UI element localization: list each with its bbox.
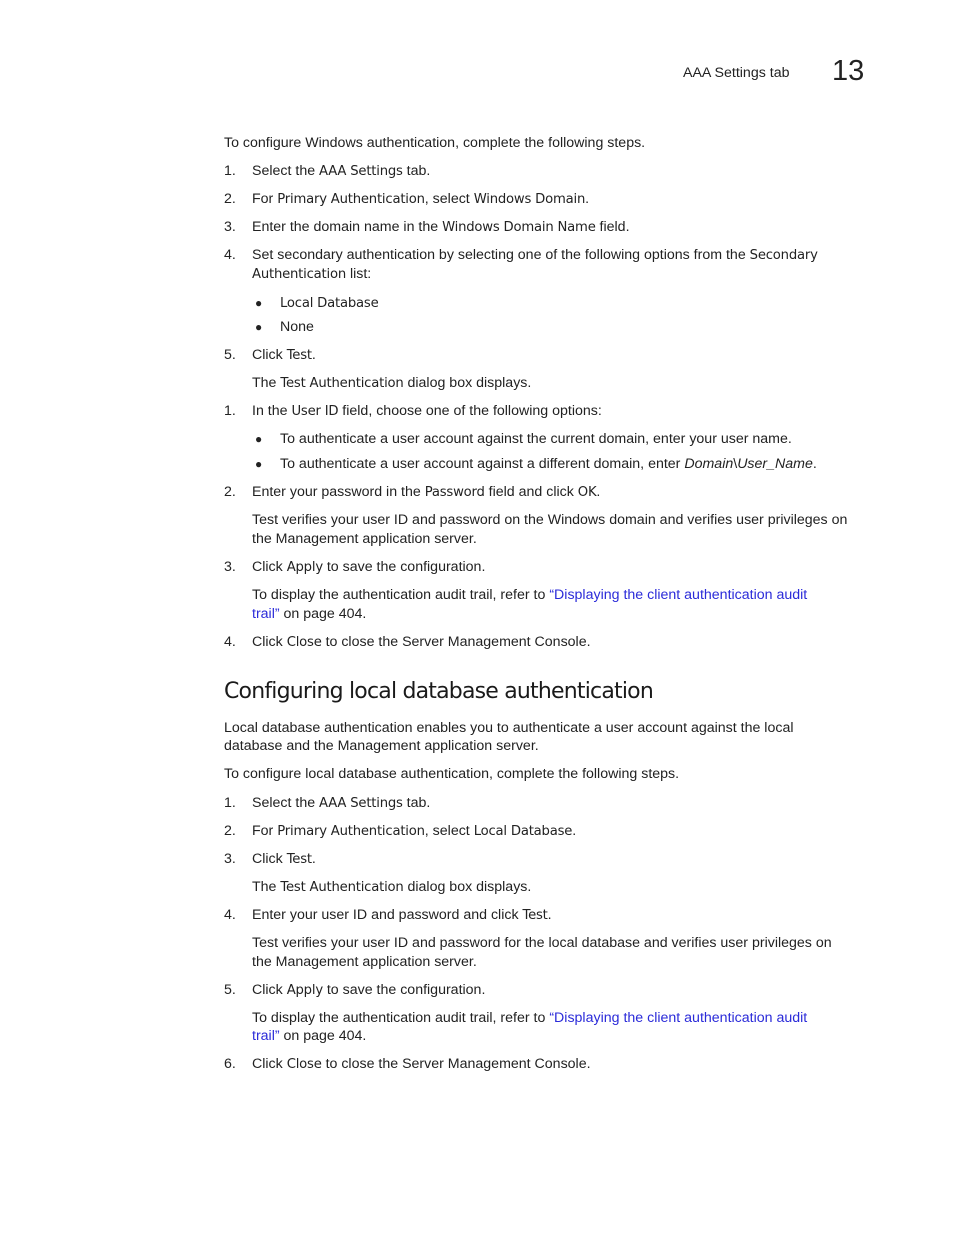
step-number: 3. (224, 559, 236, 575)
option-local-database: Local Database (280, 296, 379, 311)
step-number: 1. (224, 163, 236, 179)
step-number: 5. (224, 347, 236, 363)
step-number: 1. (224, 403, 236, 419)
bullet-icon: ● (255, 296, 263, 310)
step-number: 3. (224, 219, 236, 235)
local-step-3-note: The Test Authentication dialog box displays. (252, 879, 532, 895)
local-paragraph-cont: database and the Management application server. (224, 738, 539, 754)
step-number: 1. (224, 795, 236, 811)
audit-trail-link[interactable]: “Displaying the client authentication audit (549, 1010, 808, 1026)
bullet-icon: ● (255, 432, 263, 446)
step-number: 4. (224, 907, 236, 923)
audit-trail-link-cont[interactable]: trail” (252, 606, 280, 622)
step-number: 2. (224, 191, 236, 207)
step-number: 4. (224, 634, 236, 650)
running-header-title: AAA Settings tab (683, 65, 790, 81)
step-number: 2. (224, 484, 236, 500)
win-step-1: Select the AAA Settings tab. (252, 163, 431, 179)
step-number: 6. (224, 1056, 236, 1072)
audit-trail-link-cont[interactable]: trail” (252, 1028, 280, 1044)
bullet-icon: ● (255, 320, 263, 334)
chapter-number: 13 (832, 55, 865, 87)
test-step-3-note-cont: trail” on page 404. (252, 606, 367, 622)
win-step-4-cont: Authentication list: (252, 266, 372, 282)
step-number: 3. (224, 851, 236, 867)
test-step-3-note: To display the authentication audit trail, refer to “Displaying the client authentication audit (252, 587, 808, 603)
test-step-2-note: Test verifies your user ID and password on the Windows domain and verifies user privileges on (252, 512, 848, 528)
local-step-5: Click Apply to save the configuration. (252, 982, 486, 998)
test-step-2-note-cont: the Management application server. (252, 531, 477, 547)
local-step-4-note-cont: the Management application server. (252, 954, 477, 970)
bullet-icon: ● (255, 457, 263, 471)
test-option-current-domain: To authenticate a user account against the current domain, enter your user name. (280, 431, 792, 447)
option-none: None (280, 319, 314, 335)
local-step-5-note-cont: trail” on page 404. (252, 1028, 367, 1044)
audit-trail-link[interactable]: “Displaying the client authentication audit (549, 587, 808, 603)
step-number: 5. (224, 982, 236, 998)
win-step-3: Enter the domain name in the Windows Domain Name field. (252, 219, 630, 235)
local-step-6: Click Close to close the Server Management Console. (252, 1056, 591, 1072)
test-step-3: Click Apply to save the configuration. (252, 559, 486, 575)
win-step-5: Click Test. (252, 347, 316, 363)
test-option-different-domain: To authenticate a user account against a different domain, enter Domain\User_Name. (280, 456, 817, 472)
local-intro: To configure local database authentication, complete the following steps. (224, 766, 680, 782)
local-step-3: Click Test. (252, 851, 316, 867)
test-step-2: Enter your password in the Password field and click OK. (252, 484, 601, 500)
test-step-4: Click Close to close the Server Management Console. (252, 634, 591, 650)
section-heading: Configuring local database authentication (224, 679, 653, 704)
win-step-2: For Primary Authentication, select Windows Domain. (252, 191, 590, 207)
win-step-5-note: The Test Authentication dialog box displays. (252, 375, 532, 391)
windows-intro: To configure Windows authentication, complete the following steps. (224, 135, 646, 151)
local-step-4-note: Test verifies your user ID and password for the local database and verifies user privileges on (252, 935, 832, 951)
local-paragraph: Local database authentication enables you to authenticate a user account against the local (224, 720, 794, 736)
step-number: 2. (224, 823, 236, 839)
local-step-1: Select the AAA Settings tab. (252, 795, 431, 811)
win-step-4: Set secondary authentication by selecting one of the following options from the Secondary (252, 247, 818, 263)
step-number: 4. (224, 247, 236, 263)
test-step-1: In the User ID field, choose one of the following options: (252, 403, 602, 419)
local-step-2: For Primary Authentication, select Local Database. (252, 823, 577, 839)
local-step-4: Enter your user ID and password and click Test. (252, 907, 552, 923)
local-step-5-note: To display the authentication audit trail, refer to “Displaying the client authentication audit (252, 1010, 808, 1026)
